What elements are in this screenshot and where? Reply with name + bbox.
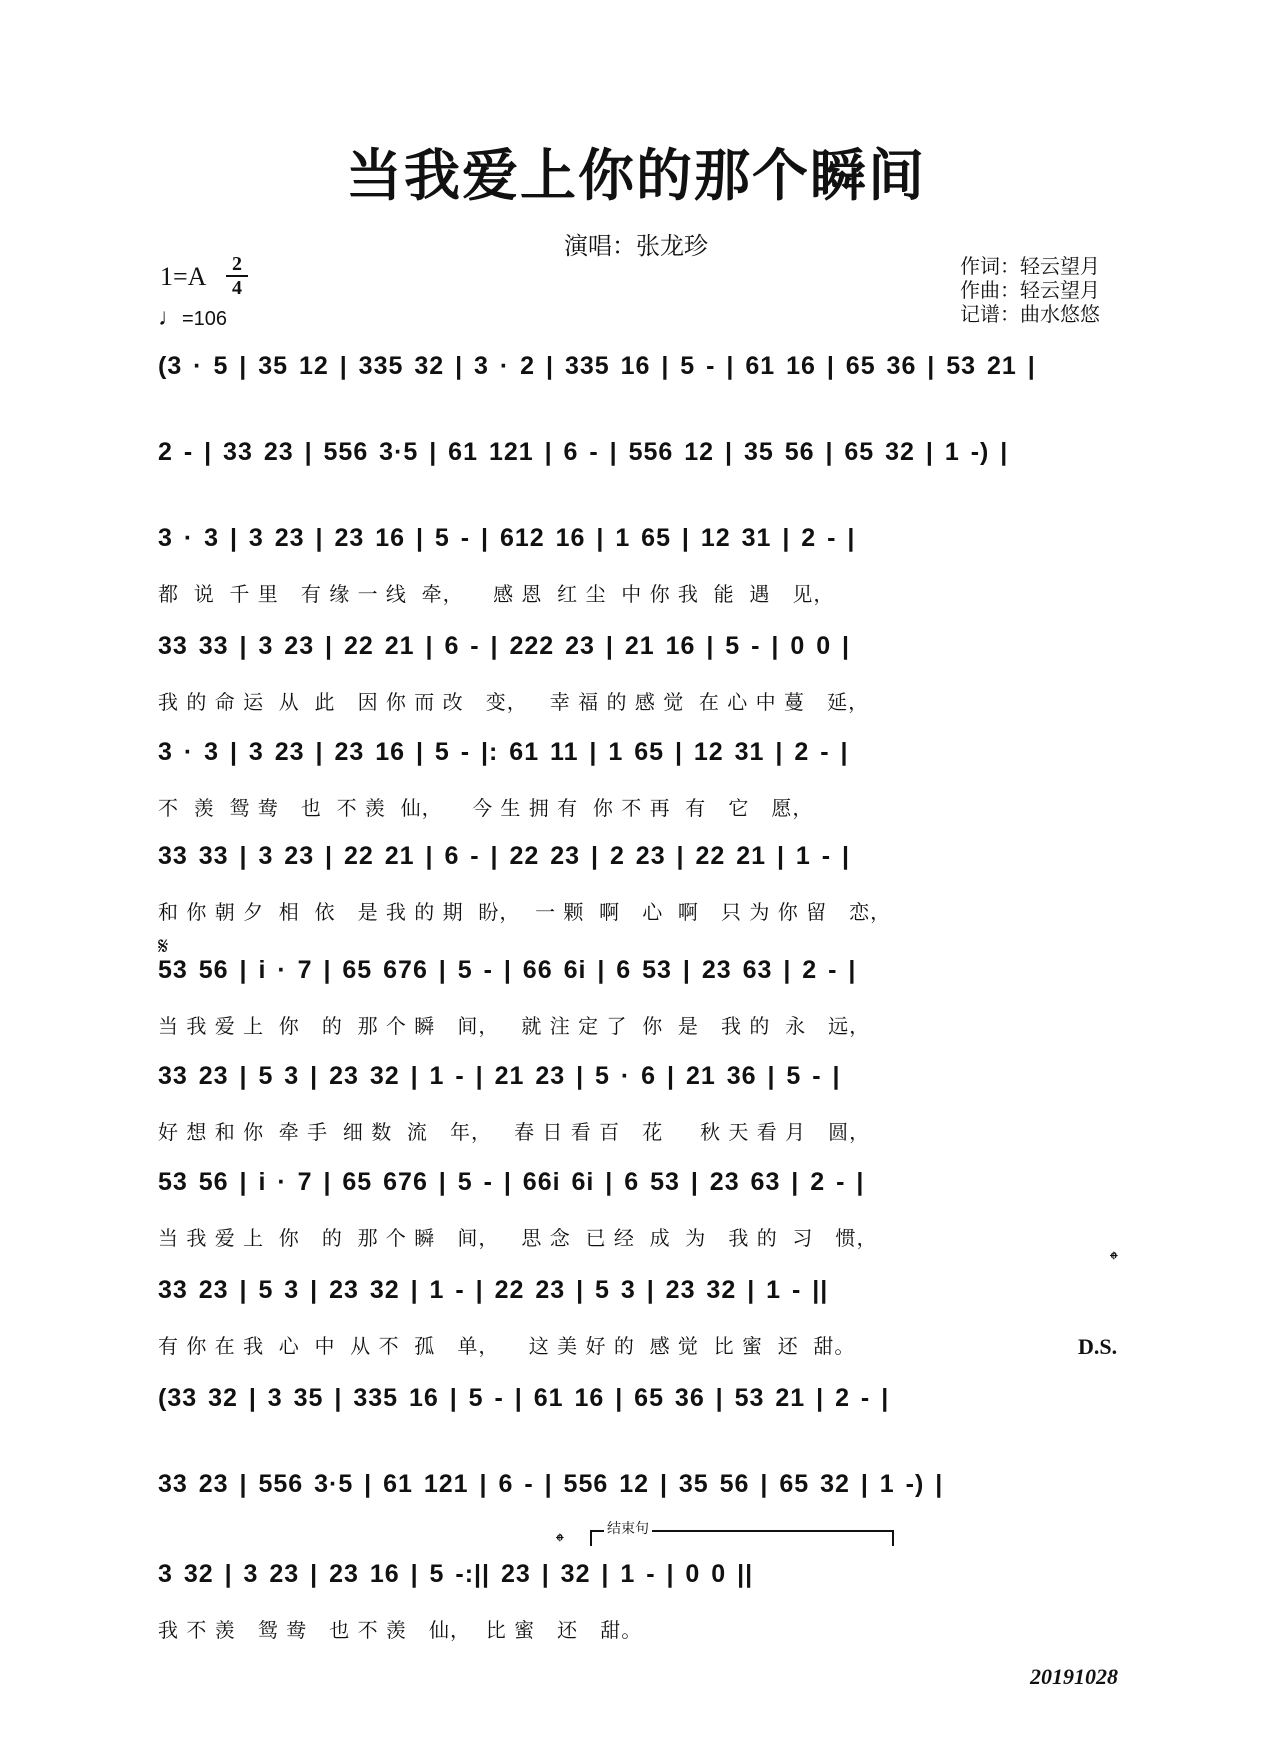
- coda-icon-ending: 𝄌: [556, 1530, 564, 1555]
- lyric-row-8: 好 想 和 你 牵 手 细 数 流 年， 春 日 看 百 花 秋 天 看 月 圆，: [158, 1120, 871, 1144]
- notation-row-12: 33 23 | 556 3·5 | 61 121 | 6 - | 556 12 | 35 56 | 65 32 | 1 -) |: [158, 1470, 944, 1498]
- song-title: 当我爱上你的那个瞬间: [346, 143, 926, 209]
- segno-icon: 𝄋: [158, 932, 169, 960]
- notation-row-2: 2 - | 33 23 | 556 3·5 | 61 121 | 6 - | 556 12 | 35 56 | 65 32 | 1 -) |: [158, 438, 1009, 466]
- time-signature: [226, 254, 248, 298]
- notation-row-9: 53 56 | i · 7 | 65 676 | 5 - | 66i 6i | 6 53 | 23 63 | 2 - |: [158, 1168, 865, 1196]
- transcriber-credit: 记谱：曲水悠悠: [960, 302, 1100, 326]
- lyric-row-4: 我 的 命 运 从 此 因 你 而 改 变， 幸 福 的 感 觉 在 心 中 蔓 延，: [158, 690, 870, 714]
- notation-row-7: 53 56 | i · 7 | 65 676 | 5 - | 66 6i | 6 53 | 23 63 | 2 - |: [158, 956, 857, 984]
- tempo-marking: [158, 304, 227, 332]
- lyric-row-10: 有 你 在 我 心 中 从 不 孤 单， 这 美 好 的 感 觉 比 蜜 还 甜。: [158, 1334, 856, 1358]
- ds-marking: D.S.: [1078, 1334, 1118, 1359]
- notation-row-5: 3 · 3 | 3 23 | 23 16 | 5 - |: 61 11 | 1 65 | 12 31 | 2 - |: [158, 738, 849, 766]
- lyric-row-9: 当 我 爱 上 你 的 那 个 瞬 间， 思 念 已 经 成 为 我 的 习 惯，: [158, 1226, 878, 1250]
- notation-row-13: 3 32 | 3 23 | 23 16 | 5 -:|| 23 | 32 | 1 - | 0 0 ||: [158, 1560, 754, 1588]
- lyric-row-3: 都 说 千 里 有 缘 一 线 牵， 感 恩 红 尘 中 你 我 能 遇 见，: [158, 582, 835, 606]
- notation-row-6: 33 33 | 3 23 | 22 21 | 6 - | 22 23 | 2 23 | 22 21 | 1 - |: [158, 842, 851, 870]
- tempo-value: =106: [182, 308, 228, 330]
- credits-block: [960, 254, 1100, 326]
- lyric-row-6: 和 你 朝 夕 相 依 是 我 的 期 盼， 一 颗 啊 心 啊 只 为 你 留 恋，: [158, 900, 892, 924]
- lyric-row-5: 不 羡 鸳 鸯 也 不 羡 仙， 今 生 拥 有 你 不 再 有 它 愿，: [158, 796, 814, 820]
- lyricist-credit: 作词：轻云望月: [960, 254, 1100, 278]
- singer-line: 演唱：张龙珍: [564, 232, 708, 260]
- quarter-note-icon: ♩: [158, 304, 182, 331]
- notation-row-8: 33 23 | 5 3 | 23 32 | 1 - | 21 23 | 5 · 6 | 21 36 | 5 - |: [158, 1062, 841, 1090]
- time-signature-bottom: 4: [232, 277, 242, 299]
- notation-row-3: 3 · 3 | 3 23 | 23 16 | 5 - | 612 16 | 1 65 | 12 31 | 2 - |: [158, 524, 856, 552]
- notation-row-11: (33 32 | 3 35 | 335 16 | 5 - | 61 16 | 65 36 | 53 21 | 2 - |: [158, 1384, 890, 1412]
- lyric-row-7: 当 我 爱 上 你 的 那 个 瞬 间， 就 注 定 了 你 是 我 的 永 远，: [158, 1014, 871, 1038]
- ending-label: 结束句: [604, 1518, 652, 1538]
- composer-credit: 作曲：轻云望月: [960, 278, 1100, 302]
- notation-row-10: 33 23 | 5 3 | 23 32 | 1 - | 22 23 | 5 3 | 23 32 | 1 - ||: [158, 1276, 829, 1304]
- notation-row-4: 33 33 | 3 23 | 22 21 | 6 - | 222 23 | 21 16 | 5 - | 0 0 |: [158, 632, 851, 660]
- key-signature: 1=A: [160, 262, 207, 291]
- notation-row-1: (3 · 5 | 35 12 | 335 32 | 3 · 2 | 335 16 | 5 - | 61 16 | 65 36 | 53 21 |: [158, 352, 1036, 380]
- lyric-row-13: 我 不 羡 鸳 鸯 也 不 羡 仙， 比 蜜 还 甜。: [158, 1618, 643, 1642]
- transcription-date: 20191028: [1030, 1664, 1118, 1689]
- time-signature-top: 2: [232, 253, 242, 275]
- coda-icon: 𝄌: [1110, 1248, 1118, 1273]
